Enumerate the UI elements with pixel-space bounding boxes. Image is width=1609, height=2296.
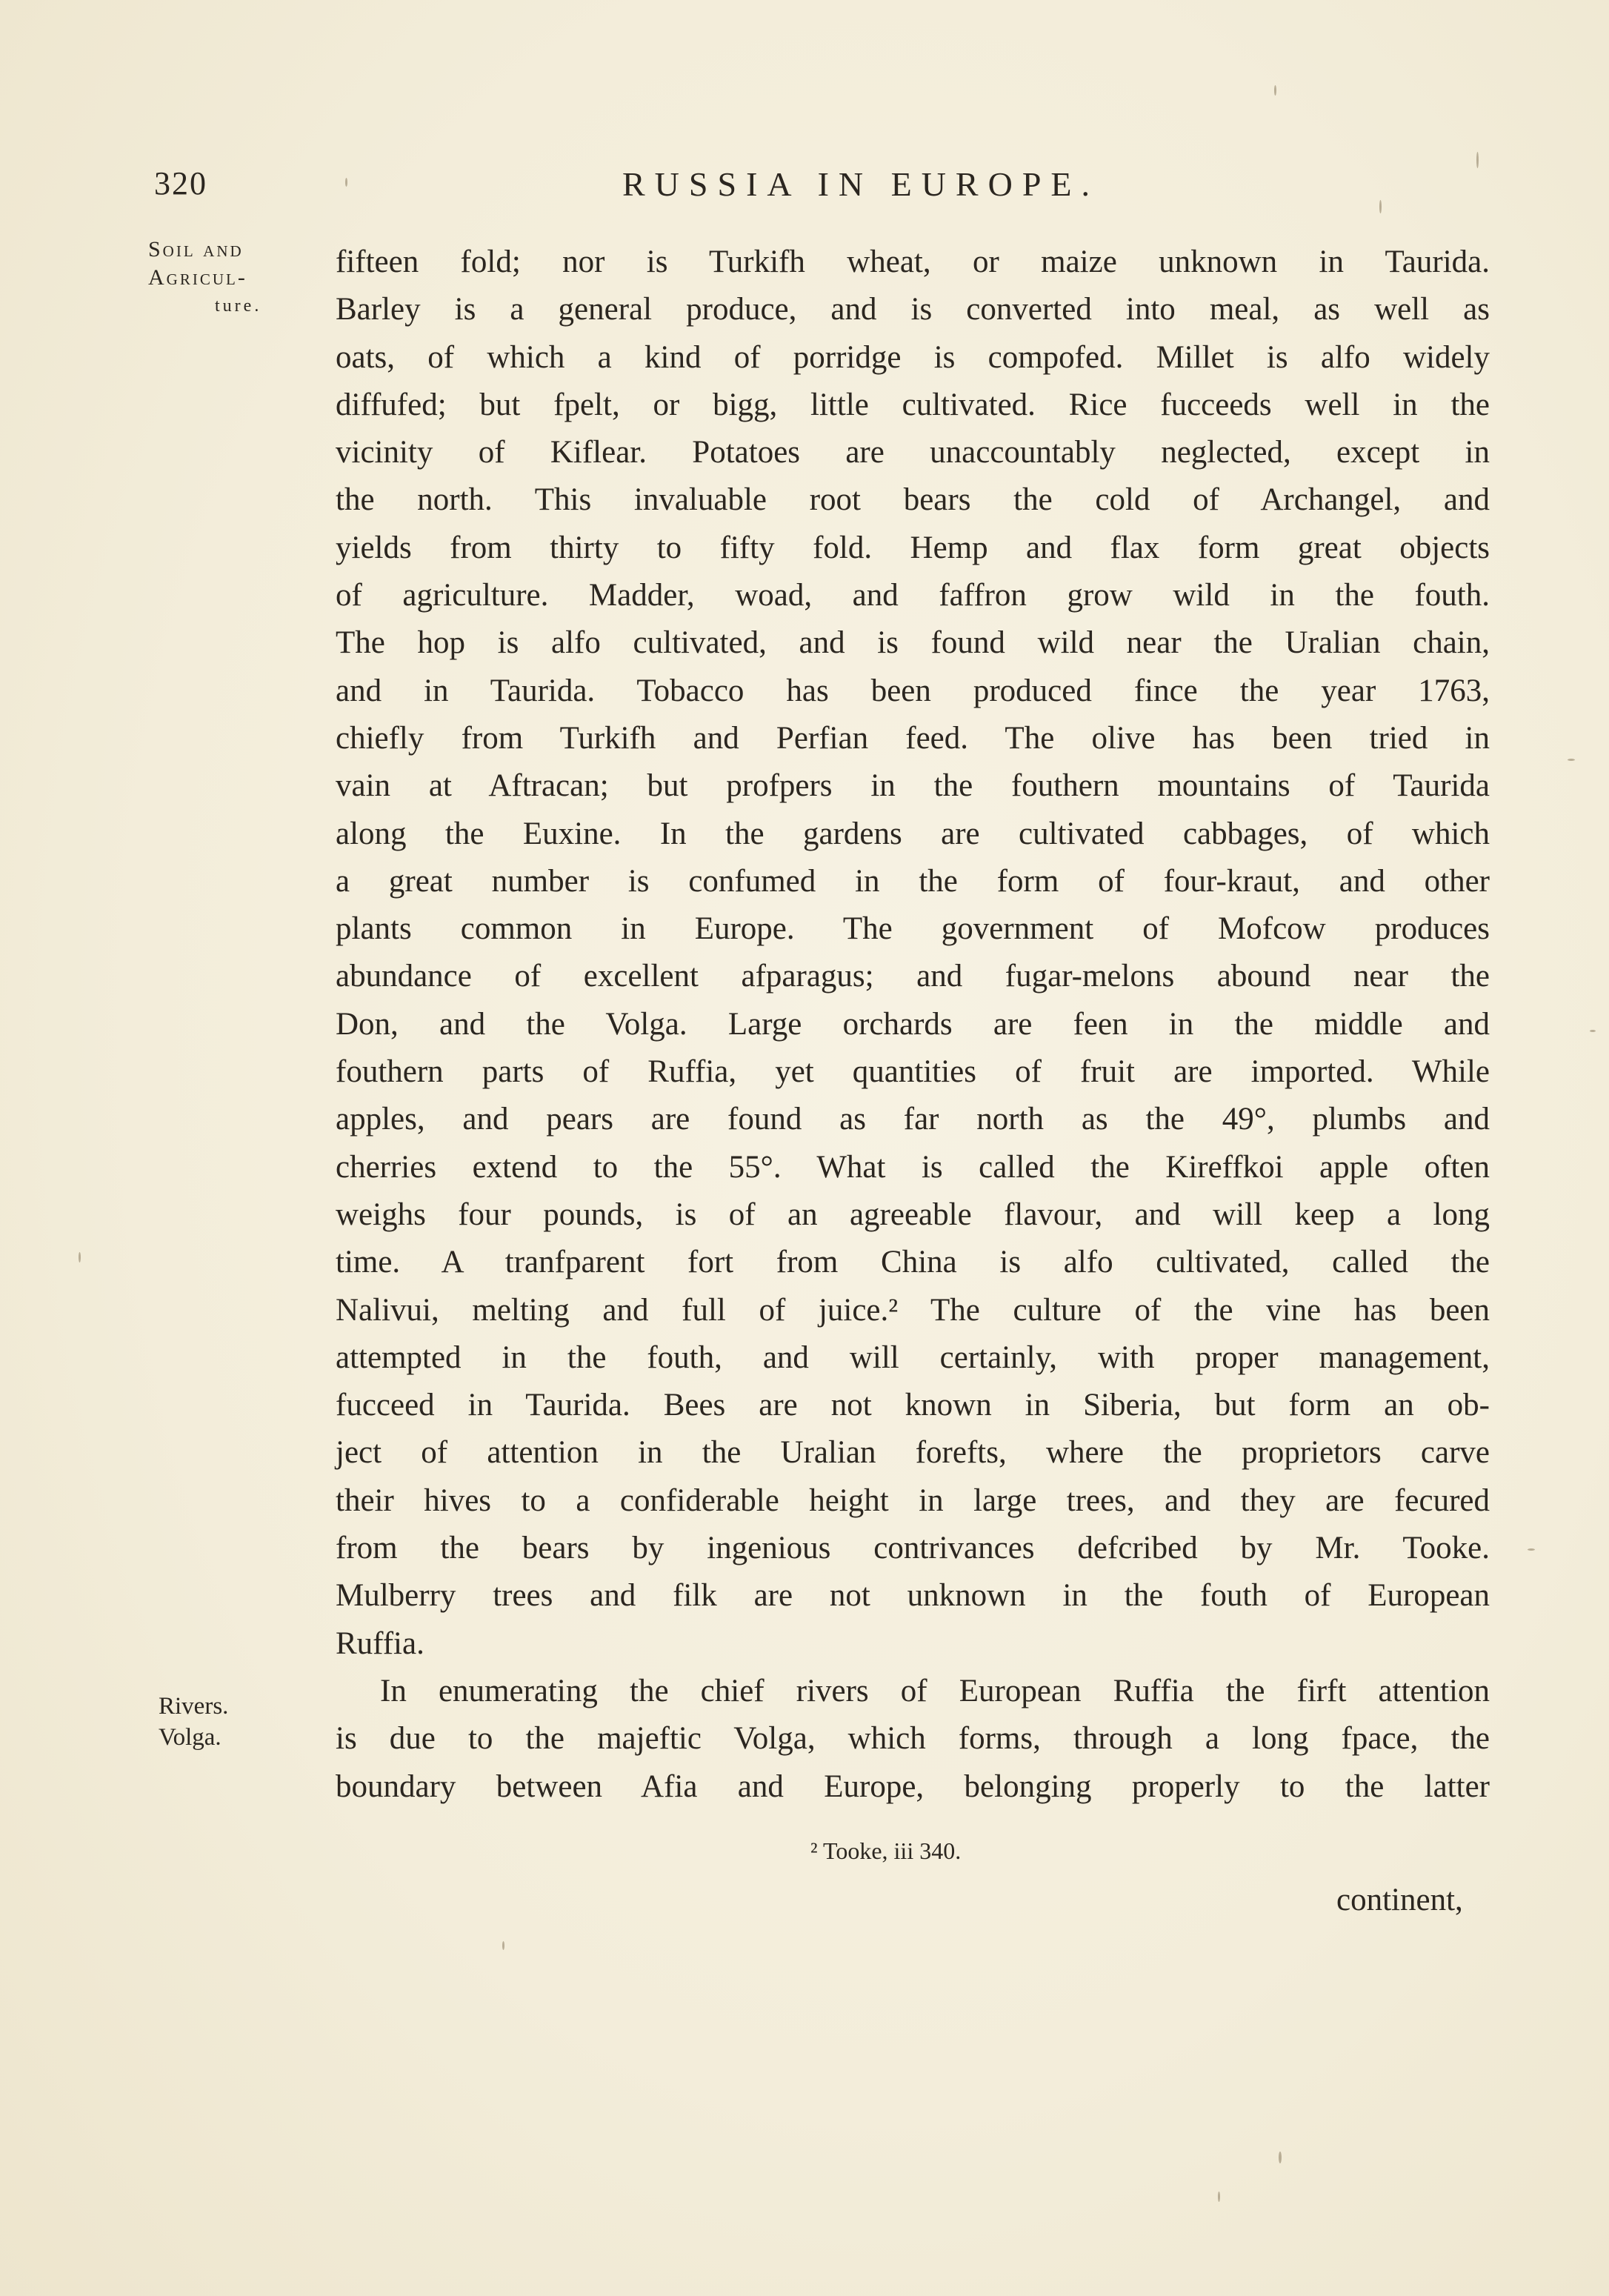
margin-note-rivers — [159, 1691, 270, 1753]
paper-speck — [1568, 759, 1575, 761]
catchword: continent, — [1336, 1883, 1463, 1917]
margin-note-soil — [148, 236, 319, 320]
text-line: fifteen fold; nor is Turkifh wheat, or maize unknown in Taurida. — [336, 244, 1490, 279]
paper-speck — [502, 1941, 504, 1950]
margin-note-line: Soil and — [148, 237, 244, 262]
footnote: ² Tooke, iii 340. — [810, 1837, 962, 1864]
paper-speck — [1379, 200, 1382, 213]
text-line: of agriculture. Madder, woad, and faffron grow wild in the fouth. — [336, 578, 1490, 613]
text-line: diffufed; but fpelt, or bigg, little cultivated. Rice fucceeds well in the — [336, 387, 1490, 422]
paper-speck — [1279, 2152, 1282, 2163]
text-line: oats, of which a kind of porridge is compofed. Millet is alfo widely — [336, 339, 1490, 375]
text-line: plants common in Europe. The government of Mofcow produces — [336, 911, 1490, 947]
paper-speck — [1476, 152, 1479, 168]
text-line: the north. This invaluable root bears the cold of Archangel, and — [336, 482, 1490, 518]
text-line: fucceed in Taurida. Bees are not known in Siberia, but form an ob- — [336, 1388, 1490, 1423]
paper-speck — [1528, 1548, 1535, 1551]
paper-speck — [79, 1252, 81, 1262]
text-line: boundary between Afia and Europe, belonging properly to the latter — [336, 1768, 1490, 1804]
text-line: vain at Aftracan; but profpers in the fouthern mountains of Taurida — [336, 768, 1490, 804]
text-line: abundance of excellent afparagus; and fugar-melons abound near the — [336, 959, 1490, 994]
text-line: and in Taurida. Tobacco has been produced fince the year 1763, — [336, 673, 1490, 708]
text-line: apples, and pears are found as far north as the 49°, plumbs and — [336, 1102, 1490, 1137]
text-line: a great number is confumed in the form of four-kraut, and other — [336, 863, 1490, 899]
text-line: In enumerating the chief rivers of European Ruffia the firft attention — [380, 1673, 1490, 1708]
text-line: time. A tranfparent fort from China is alfo cultivated, called the — [336, 1245, 1490, 1280]
text-line: chiefly from Turkifh and Perfian feed. The olive has been tried in — [336, 720, 1490, 756]
text-line: from the bears by ingenious contrivances defcribed by Mr. Tooke. — [336, 1531, 1490, 1566]
text-line: fouthern parts of Ruffia, yet quantities of fruit are imported. While — [336, 1054, 1490, 1090]
text-line: Barley is a general produce, and is converted into meal, as well as — [336, 292, 1490, 327]
text-line: yields from thirty to fifty fold. Hemp and flax form great objects — [336, 530, 1490, 565]
running-head: RUSSIA IN EUROPE. — [622, 165, 1100, 203]
text-line: ject of attention in the Uralian forefts, where the proprietors carve — [336, 1435, 1490, 1471]
text-line: Don, and the Volga. Large orchards are feen in the middle and — [336, 1006, 1490, 1042]
paper-speck — [1274, 85, 1276, 96]
text-line: along the Euxine. In the gardens are cultivated cabbages, of which — [336, 816, 1490, 851]
text-line: attempted in the fouth, and will certainly, with proper management, — [336, 1340, 1490, 1375]
text-line: weighs four pounds, is of an agreeable flavour, and will keep a long — [336, 1197, 1490, 1232]
text-line: cherries extend to the 55°. What is called the Kireffkoi apple often — [336, 1149, 1490, 1185]
text-line: Ruffia. — [336, 1625, 424, 1661]
margin-note-line: Agricul- — [148, 265, 247, 290]
body-text — [336, 239, 1490, 1811]
margin-note-line: Rivers. — [159, 1693, 229, 1720]
paper-speck — [1590, 1030, 1596, 1032]
text-line: Mulberry trees and filk are not unknown in the fouth of European — [336, 1578, 1490, 1614]
margin-note-line: Volga. — [159, 1724, 221, 1751]
paper-speck — [345, 178, 347, 187]
page-number: 320 — [154, 165, 207, 202]
text-line: their hives to a confiderable height in large trees, and they are fecured — [336, 1483, 1490, 1518]
text-line: The hop is alfo cultivated, and is found wild near the Uralian chain, — [336, 625, 1490, 661]
margin-note-line: ture. — [215, 296, 262, 316]
text-line: is due to the majeftic Volga, which forms, through a long fpace, the — [336, 1721, 1490, 1757]
text-line: Nalivui, melting and full of juice.² The culture of the vine has been — [336, 1292, 1490, 1328]
text-line: vicinity of Kiflear. Potatoes are unaccountably neglected, except in — [336, 435, 1490, 470]
paper-speck — [1218, 2192, 1220, 2202]
